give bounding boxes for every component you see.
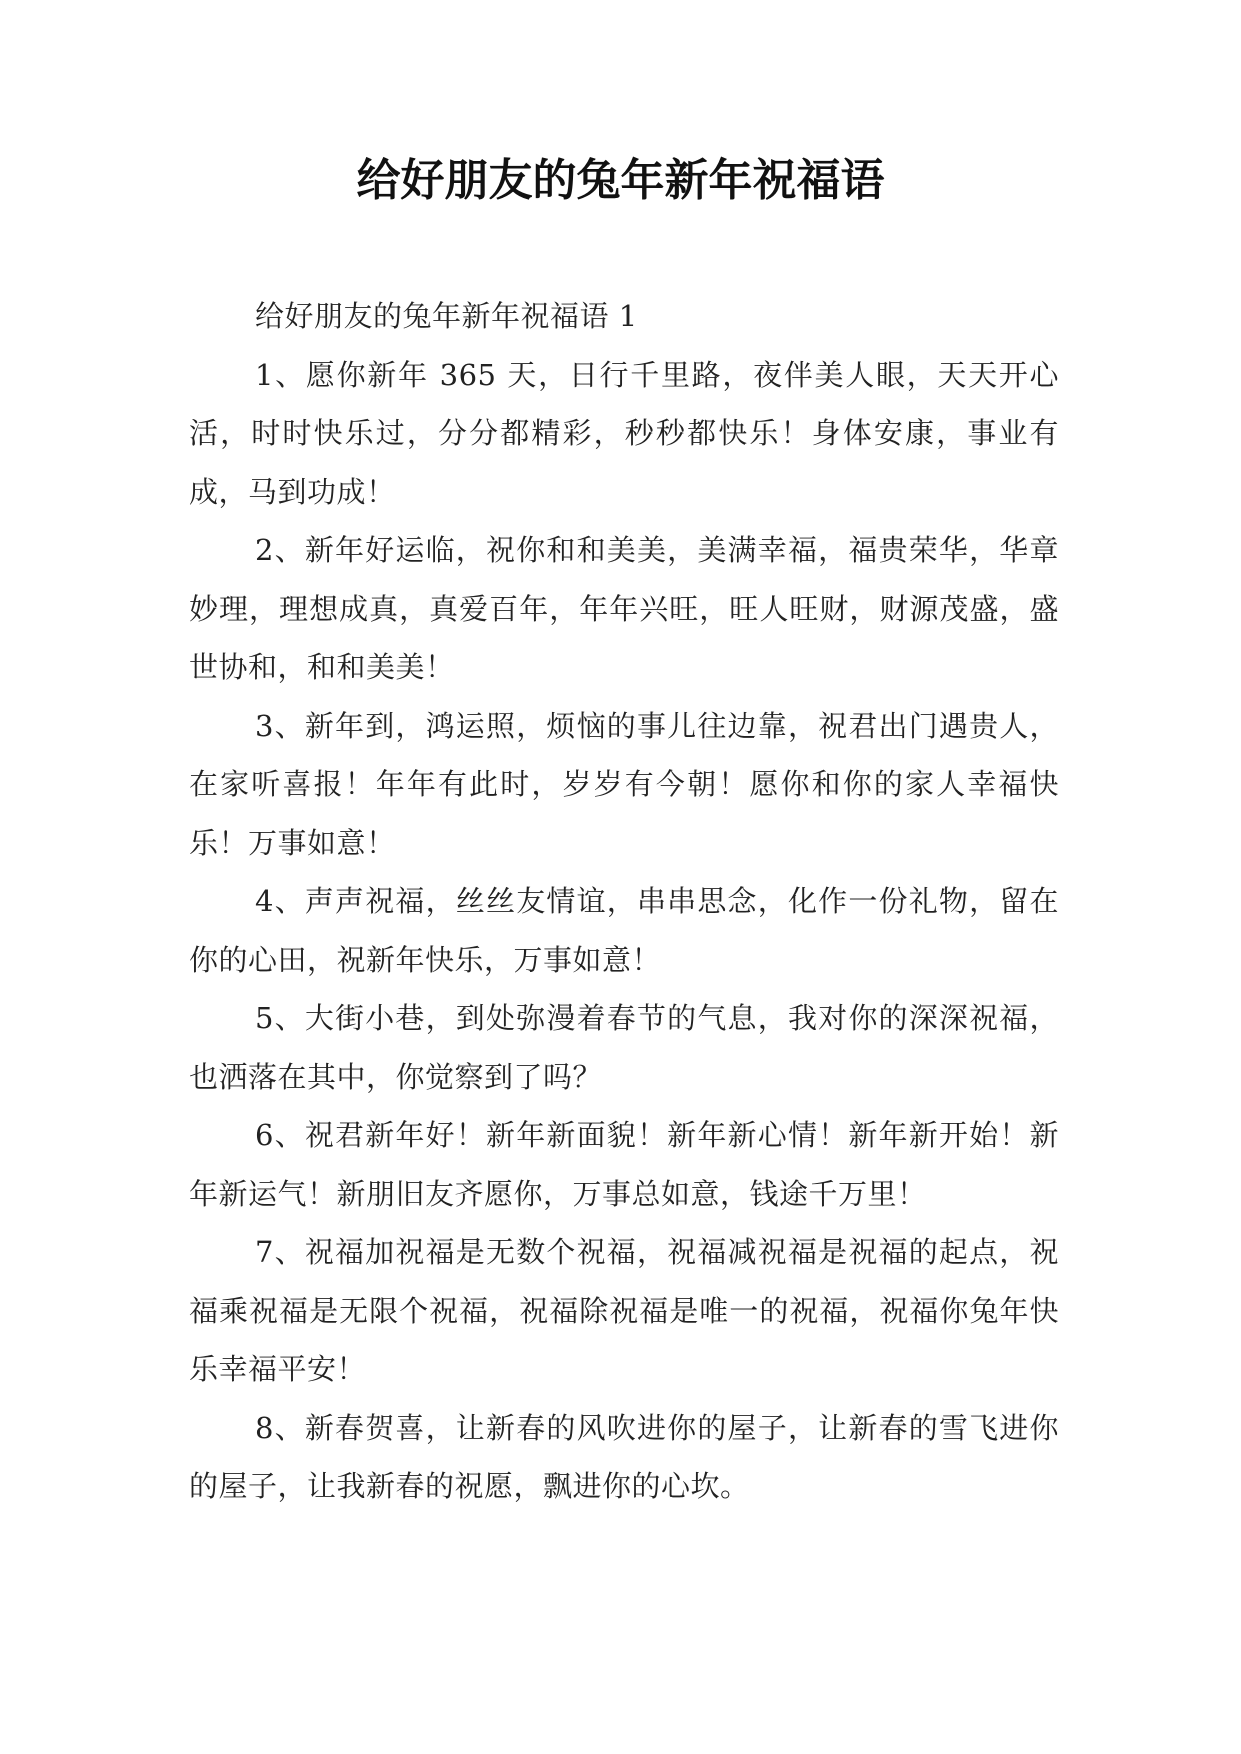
paragraph-7: 7、祝福加祝福是无数个祝福，祝福减祝福是祝福的起点，祝福乘祝福是无限个祝福，祝福除祝福是唯一的祝福，祝福你兔年快乐幸福平安！ (189, 1235, 1059, 1386)
paragraph-1: 1、愿你新年 365 天，日行千里路，夜伴美人眼，天天开心活，时时快乐过，分分都精彩，秒秒都快乐！身体安康，事业有成，马到功成！ (189, 357, 1059, 509)
document-body (189, 287, 1059, 1516)
paragraph-2: 2、新年好运临，祝你和和美美，美满幸福，福贵荣华，华章妙理，理想成真，真爱百年，年年兴旺，旺人旺财，财源茂盛，盛世协和，和和美美！ (189, 533, 1059, 684)
section-heading: 给好朋友的兔年新年祝福语 1 (255, 299, 638, 333)
paragraph-5: 5、大街小巷，到处弥漫着春节的气息，我对你的深深祝福，也洒落在其中，你觉察到了吗？ (189, 1001, 1059, 1094)
paragraph-8: 8、新春贺喜，让新春的风吹进你的屋子，让新春的雪飞进你的屋子，让我新春的祝愿，飘进你的心坎。 (189, 1410, 1059, 1503)
paragraph-4: 4、声声祝福，丝丝友情谊，串串思念，化作一份礼物，留在你的心田，祝新年快乐，万事如意！ (189, 884, 1059, 977)
paragraph-6: 6、祝君新年好！新年新面貌！新年新心情！新年新开始！新年新运气！新朋旧友齐愿你，万事总如意，钱途千万里！ (189, 1118, 1059, 1211)
document-title: 给好朋友的兔年新年祝福语 (356, 155, 885, 206)
paragraph-3: 3、新年到，鸿运照，烦恼的事儿往边靠，祝君出门遇贵人，在家听喜报！年年有此时，岁岁有今朝！愿你和你的家人幸福快乐！万事如意！ (189, 708, 1059, 860)
